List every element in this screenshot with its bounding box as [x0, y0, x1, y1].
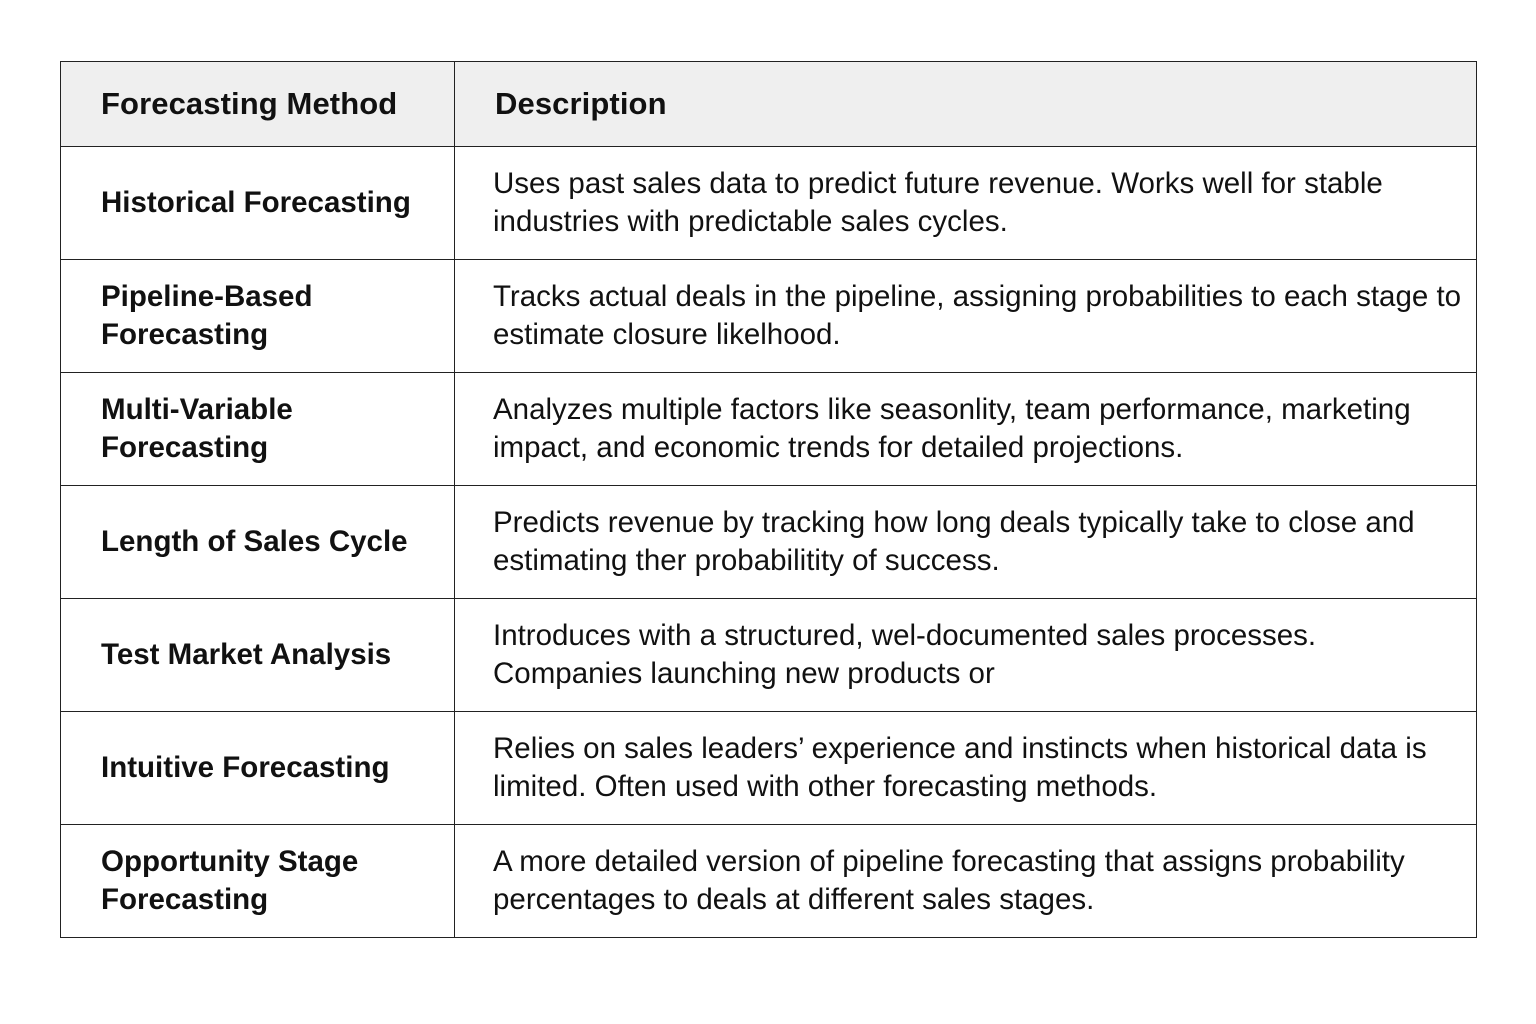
table-row	[61, 373, 1477, 486]
description-cell: Predicts revenue by tracking how long deals typically take to close and estimating ther probabilitity of success.	[455, 486, 1477, 599]
header-description: Description	[455, 62, 1477, 147]
method-cell: Length of Sales Cycle	[61, 486, 455, 599]
table-row	[61, 260, 1477, 373]
table-row	[61, 147, 1477, 260]
method-cell: Intuitive Forecasting	[61, 712, 455, 825]
description-cell: Analyzes multiple factors like seasonlity, team performance, marketing impact, and economic trends for detailed projections.	[455, 373, 1477, 486]
method-cell: Multi-Variable Forecasting	[61, 373, 455, 486]
method-cell: Pipeline-Based Forecasting	[61, 260, 455, 373]
method-cell: Opportunity Stage Forecasting	[61, 825, 455, 938]
table-row	[61, 825, 1477, 938]
description-cell: Relies on sales leaders’ experience and instincts when historical data is limited. Often used with other forecasting methods.	[455, 712, 1477, 825]
table-row	[61, 599, 1477, 712]
method-cell: Historical Forecasting	[61, 147, 455, 260]
description-cell: Introduces with a structured, wel-documented sales processes. Companies launching new products or	[455, 599, 1477, 712]
forecasting-methods-table-container	[60, 61, 1476, 938]
forecasting-methods-table	[60, 61, 1477, 938]
table-row	[61, 486, 1477, 599]
table-row	[61, 712, 1477, 825]
header-forecasting-method: Forecasting Method	[61, 62, 455, 147]
description-cell: A more detailed version of pipeline forecasting that assigns probability percentages to deals at different sales stages.	[455, 825, 1477, 938]
method-cell: Test Market Analysis	[61, 599, 455, 712]
table-header-row	[61, 62, 1477, 147]
description-cell: Uses past sales data to predict future revenue. Works well for stable industries with predictable sales cycles.	[455, 147, 1477, 260]
description-cell: Tracks actual deals in the pipeline, assigning probabilities to each stage to estimate closure likelhood.	[455, 260, 1477, 373]
